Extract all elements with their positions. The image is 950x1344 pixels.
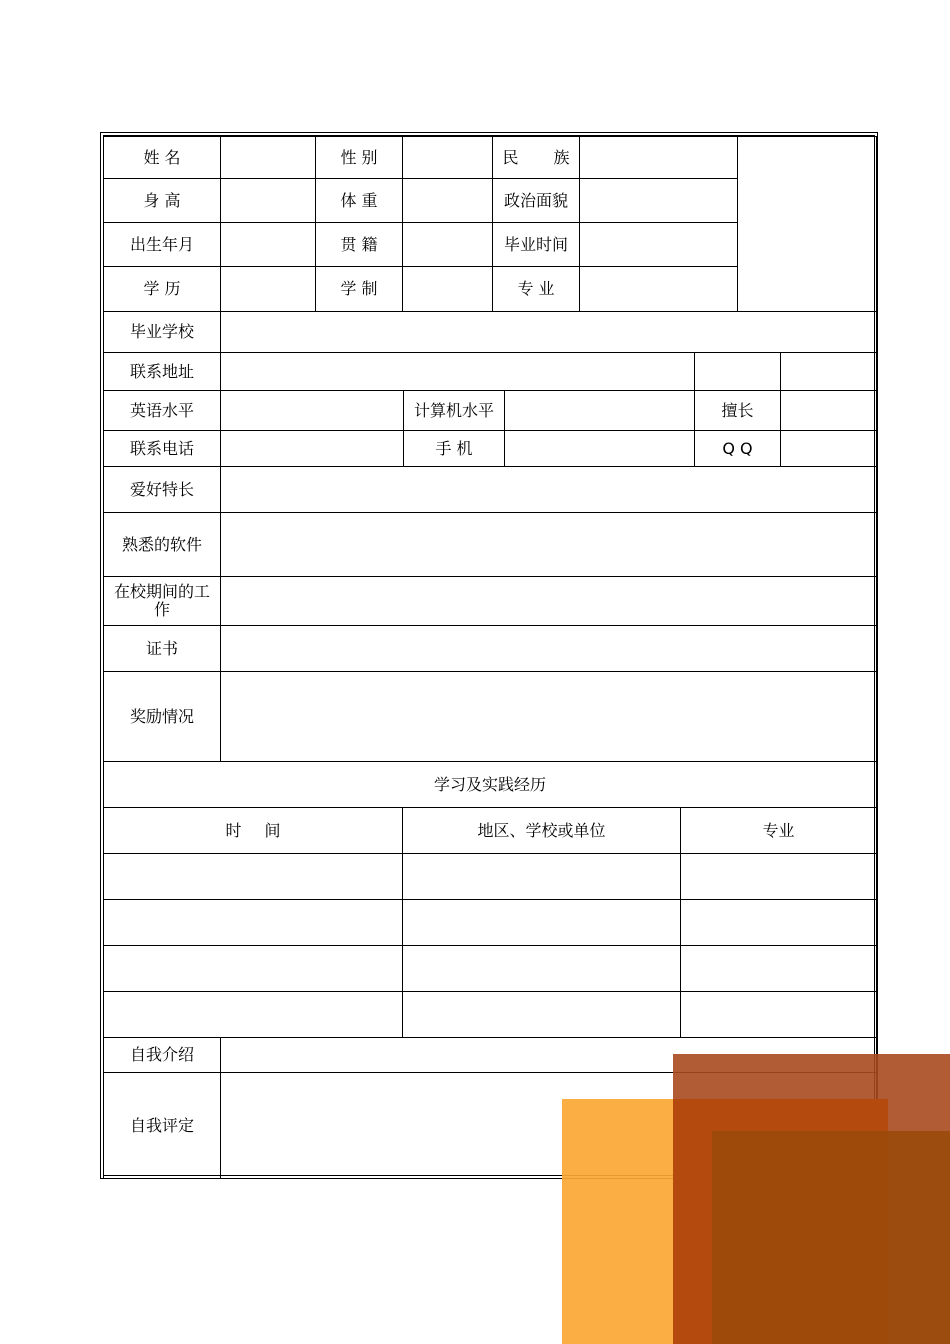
computer-field[interactable]	[504, 390, 695, 431]
qq-field[interactable]	[780, 430, 877, 467]
mobile-field[interactable]	[504, 430, 695, 467]
experience-row-3-time[interactable]	[103, 945, 403, 992]
label-gender: 性 别	[315, 136, 403, 179]
certificates-field[interactable]	[220, 625, 877, 672]
politics-field[interactable]	[579, 178, 738, 223]
label-ethnicity: 民 族	[492, 136, 580, 179]
experience-header-time: 时 间	[103, 807, 403, 854]
label-hobbies: 爱好特长	[103, 466, 221, 513]
label-education: 学 历	[103, 266, 221, 312]
english-field[interactable]	[220, 390, 404, 431]
label-software: 熟悉的软件	[103, 512, 221, 577]
grad-time-field[interactable]	[579, 222, 738, 267]
experience-row-1-place[interactable]	[402, 853, 681, 900]
label-phone: 联系电话	[103, 430, 221, 467]
self-eval-field[interactable]	[220, 1072, 877, 1179]
experience-row-2-major[interactable]	[680, 899, 877, 946]
label-qq: Q Q	[694, 430, 781, 467]
school-field[interactable]	[220, 311, 877, 353]
address-extra-2[interactable]	[780, 352, 877, 391]
label-awards: 奖励情况	[103, 671, 221, 762]
height-field[interactable]	[220, 178, 316, 223]
label-major: 专 业	[492, 266, 580, 312]
label-school: 毕业学校	[103, 311, 221, 353]
label-weight: 体 重	[315, 178, 403, 223]
awards-field[interactable]	[220, 671, 877, 762]
address-field[interactable]	[220, 352, 695, 391]
experience-row-4-place[interactable]	[402, 991, 681, 1038]
experience-row-1-time[interactable]	[103, 853, 403, 900]
label-name: 姓 名	[103, 136, 221, 179]
software-field[interactable]	[220, 512, 877, 577]
hobbies-field[interactable]	[220, 466, 877, 513]
experience-row-3-place[interactable]	[402, 945, 681, 992]
label-grad-time: 毕业时间	[492, 222, 580, 267]
experience-row-4-major[interactable]	[680, 991, 877, 1038]
label-self-intro: 自我介绍	[103, 1037, 221, 1073]
major-field[interactable]	[579, 266, 738, 312]
experience-section-title: 学习及实践经历	[103, 761, 877, 808]
label-self-eval: 自我评定	[103, 1072, 221, 1179]
label-mobile: 手 机	[403, 430, 505, 467]
label-birth: 出生年月	[103, 222, 221, 267]
experience-row-4-time[interactable]	[103, 991, 403, 1038]
address-extra-1[interactable]	[694, 352, 781, 391]
experience-row-2-place[interactable]	[402, 899, 681, 946]
label-strength: 擅长	[694, 390, 781, 431]
phone-field[interactable]	[220, 430, 404, 467]
birth-field[interactable]	[220, 222, 316, 267]
photo-box[interactable]	[737, 136, 877, 312]
label-duration: 学 制	[315, 266, 403, 312]
label-school-work: 在校期间的工作	[103, 576, 221, 626]
strength-field[interactable]	[780, 390, 877, 431]
experience-row-1-major[interactable]	[680, 853, 877, 900]
label-certificates: 证书	[103, 625, 221, 672]
label-height: 身 高	[103, 178, 221, 223]
education-field[interactable]	[220, 266, 316, 312]
label-native-place: 贯 籍	[315, 222, 403, 267]
weight-field[interactable]	[402, 178, 493, 223]
label-politics: 政治面貌	[492, 178, 580, 223]
self-intro-field[interactable]	[220, 1037, 877, 1073]
native-place-field[interactable]	[402, 222, 493, 267]
label-computer: 计算机水平	[403, 390, 505, 431]
ethnicity-field[interactable]	[579, 136, 738, 179]
experience-row-3-major[interactable]	[680, 945, 877, 992]
school-work-field[interactable]	[220, 576, 877, 626]
duration-field[interactable]	[402, 266, 493, 312]
experience-header-place: 地区、学校或单位	[402, 807, 681, 854]
gender-field[interactable]	[402, 136, 493, 179]
experience-header-major: 专业	[680, 807, 877, 854]
label-address: 联系地址	[103, 352, 221, 391]
experience-row-2-time[interactable]	[103, 899, 403, 946]
label-english: 英语水平	[103, 390, 221, 431]
name-field[interactable]	[220, 136, 316, 179]
